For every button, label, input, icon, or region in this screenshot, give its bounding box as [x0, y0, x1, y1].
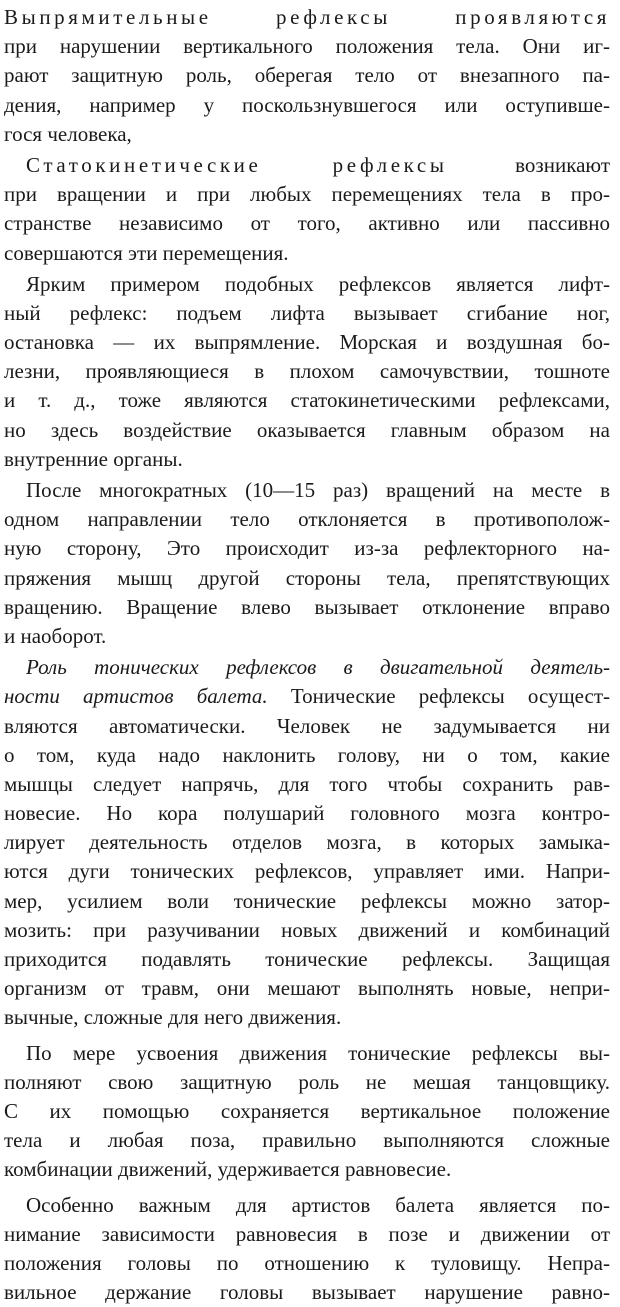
text-line — [4, 120, 610, 149]
body-text: одном направлении тело отклоняется в противополож- — [4, 507, 610, 531]
body-text: новесие. Но кора полушарий головного мозга контро- — [4, 801, 610, 825]
text-line — [4, 857, 610, 886]
text-line — [4, 653, 610, 682]
body-text: гося человека, — [4, 122, 132, 146]
text-line — [4, 593, 610, 622]
text-line — [4, 209, 610, 238]
text-line — [4, 564, 610, 593]
body-text: мышцы следует напрячь, для того чтобы сохранить рав- — [4, 772, 610, 796]
paragraph-p4 — [4, 476, 610, 651]
body-text: Особенно важным для артистов балета является по- — [26, 1193, 610, 1217]
text-line — [4, 1126, 610, 1155]
body-text: полняют свою защитную роль не мешая танцовщику. — [4, 1070, 610, 1094]
text-line — [4, 32, 610, 61]
body-text: лезни, проявляющиеся в плохом самочувствии, тошноте — [4, 359, 610, 383]
body-text: лирует деятельность отделов мозга, в которых замыка- — [4, 830, 610, 854]
text-line — [4, 476, 610, 505]
text-line — [4, 534, 610, 563]
text-line — [4, 1220, 610, 1249]
italic-heading-text: ности артистов балета. — [4, 684, 268, 708]
text-line — [4, 741, 610, 770]
body-text: Тонические рефлексы осущест- — [268, 684, 610, 708]
text-line — [4, 1068, 610, 1097]
text-line — [4, 357, 610, 386]
text-line — [4, 445, 610, 474]
body-text: дения, например у поскользнувшегося или оступивше- — [4, 93, 610, 117]
paragraph-p1 — [4, 3, 610, 149]
paragraph-p5 — [4, 653, 610, 1032]
text-line — [4, 916, 610, 945]
body-text: и т. д., тоже являются статокинетическими рефлексами, — [4, 388, 610, 412]
text-line — [4, 151, 610, 180]
body-text: вычные, сложные для него движения. — [4, 1005, 341, 1029]
text-line — [4, 712, 610, 741]
text-line — [4, 799, 610, 828]
text-line — [4, 828, 610, 857]
paragraph-p2 — [4, 151, 610, 268]
text-line — [4, 239, 610, 268]
body-text: и наоборот. — [4, 624, 106, 648]
body-text: вращению. Вращение влево вызывает отклонение вправо — [4, 595, 610, 619]
body-text: остановка — их выпрямление. Морская и воздушная бо- — [4, 330, 610, 354]
body-text: По мере усвоения движения тонические рефлексы вы- — [26, 1041, 610, 1065]
body-text: Ярким примером подобных рефлексов является лифт- — [26, 272, 610, 296]
text-line — [4, 974, 610, 1003]
body-text: тела и любая поза, правильно выполняются сложные — [4, 1128, 610, 1152]
text-line — [4, 945, 610, 974]
text-line — [4, 180, 610, 209]
body-text: вляются автоматически. Человек не задумывается ни — [4, 714, 610, 738]
text-line — [4, 505, 610, 534]
body-text: нимание зависимости равновесия в позе и движении от — [4, 1222, 610, 1246]
body-text: странстве независимо от того, активно или пассивно — [4, 211, 610, 235]
italic-heading-text: Роль тонических рефлексов в двигательной деятель- — [26, 655, 610, 679]
spaced-term-text: проявляются — [391, 5, 610, 29]
text-line — [4, 328, 610, 357]
spaced-term-text: Выпрямительные рефлексы — [4, 5, 391, 29]
text-line — [4, 770, 610, 799]
body-text: совершаются эти перемещения. — [4, 241, 289, 265]
body-text: мозить: при разучивании новых движений и комбинаций — [4, 918, 610, 942]
text-line — [4, 887, 610, 916]
text-line — [4, 3, 610, 32]
body-text: пряжения мышц другой стороны тела, препятствующих — [4, 566, 610, 590]
body-text: приходится подавлять тонические рефлексы. Защищая — [4, 947, 610, 971]
body-text: комбинации движений, удерживается равновесие. — [4, 1157, 451, 1181]
body-text: положения головы по отношению к туловищу. Непра- — [4, 1251, 610, 1275]
paragraph-p3 — [4, 270, 610, 474]
text-line — [4, 299, 610, 328]
text-line — [4, 1249, 610, 1278]
body-text: внутренние органы. — [4, 447, 183, 471]
body-text: ный рефлекс: подъем лифта вызывает сгибание ног, — [4, 301, 610, 325]
text-line — [4, 61, 610, 90]
body-text: возникают — [448, 153, 610, 177]
body-text: вильное держание головы вызывает нарушение равно- — [4, 1280, 610, 1304]
body-text: После многократных (10—15 раз) вращений на месте в — [26, 478, 610, 502]
body-text: при вращении и при любых перемещениях тела в про- — [4, 182, 610, 206]
text-line — [4, 270, 610, 299]
text-line — [4, 1039, 610, 1068]
paragraph-p7 — [4, 1191, 610, 1307]
text-line — [4, 1097, 610, 1126]
body-text: о том, куда надо наклонить голову, ни о том, какие — [4, 743, 610, 767]
body-text: организм от травм, они мешают выполнять новые, непри- — [4, 976, 610, 1000]
body-text: но здесь воздействие оказывается главным образом на — [4, 418, 610, 442]
text-line — [4, 386, 610, 415]
body-text: мер, усилием воли тонические рефлексы можно затор- — [4, 889, 610, 913]
text-line — [4, 1278, 610, 1307]
text-line — [4, 682, 610, 711]
body-text: рают защитную роль, оберегая тело от внезапного па- — [4, 63, 610, 87]
paragraph-p6 — [4, 1039, 610, 1185]
text-line — [4, 622, 610, 651]
body-text: ную сторону, Это происходит из-за рефлекторного на- — [4, 536, 610, 560]
spaced-term-text: Статокинетические рефлексы — [26, 153, 448, 177]
text-line — [4, 91, 610, 120]
body-text: при нарушении вертикального положения тела. Они иг- — [4, 34, 610, 58]
text-line — [4, 1003, 610, 1032]
text-line — [4, 1191, 610, 1220]
document-page — [4, 3, 610, 1307]
body-text: С их помощью сохраняется вертикальное положение — [4, 1099, 610, 1123]
text-line — [4, 416, 610, 445]
body-text: ются дуги тонических рефлексов, управляет ими. Напри- — [4, 859, 610, 883]
text-line — [4, 1155, 610, 1184]
